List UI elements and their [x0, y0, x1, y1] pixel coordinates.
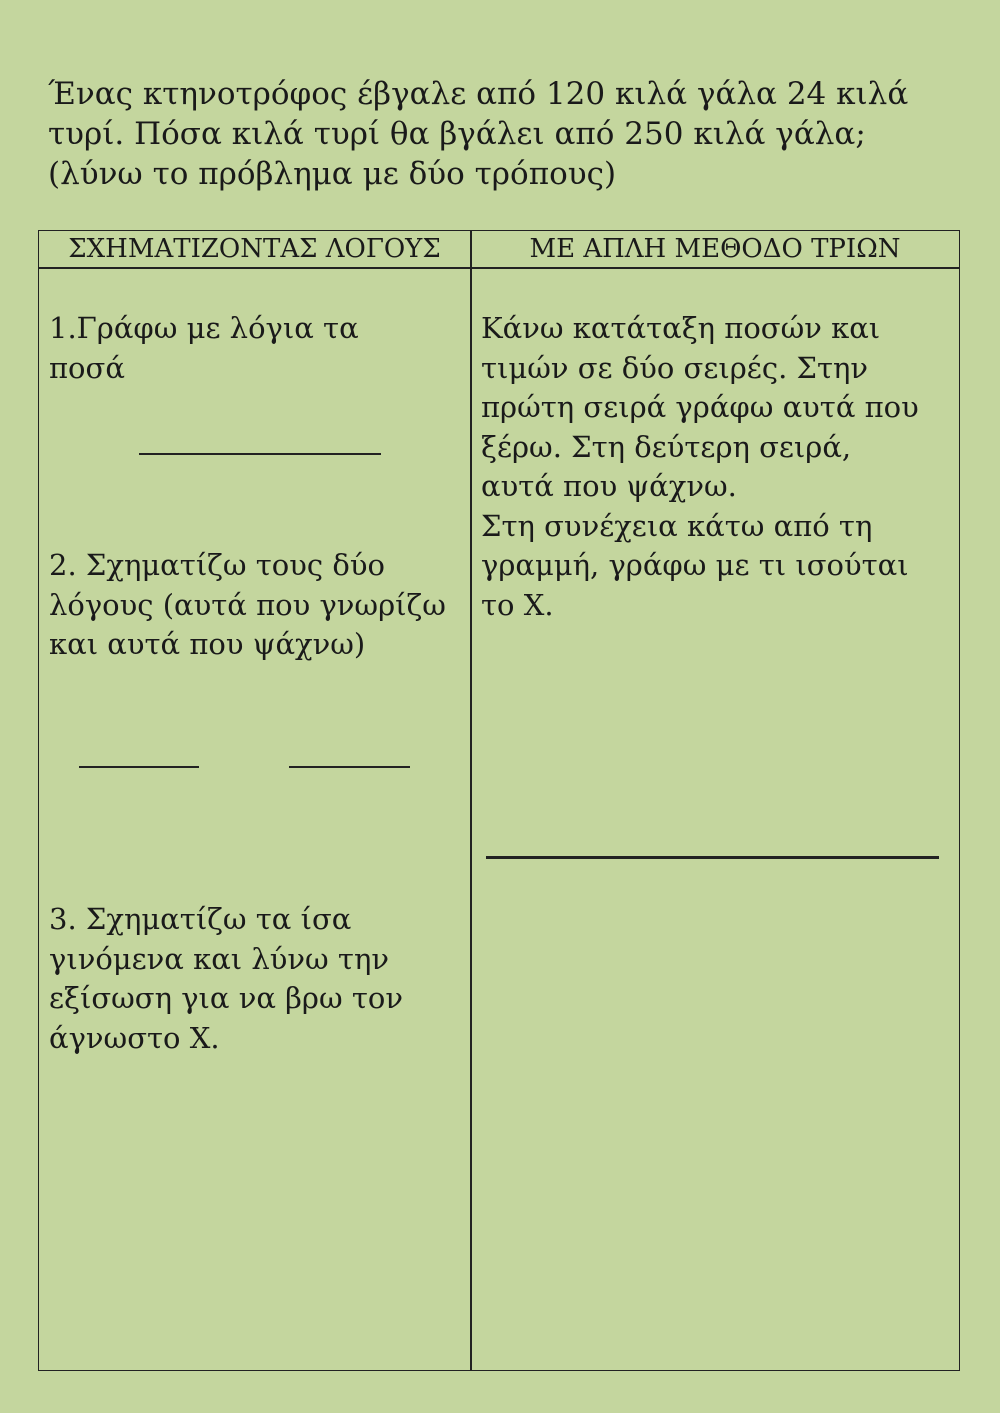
left-column-header: ΣΧΗΜΑΤΙΖΟΝΤΑΣ ΛΟΓΟΥΣ: [68, 234, 441, 264]
problem-line: Ένας κτηνοτρόφος έβγαλε από 120 κιλά γάλα 24 κιλά: [48, 76, 909, 112]
solution-table: [38, 230, 960, 1371]
column-divider: [470, 231, 472, 1370]
step-1-text: [49, 309, 359, 388]
instruction-line: πρώτη σειρά γράφω αυτά που: [481, 390, 919, 424]
step-1-line: 1.Γράφω με λόγια τα: [49, 311, 359, 345]
step-3-line: εξίσωση για να βρω τον: [49, 981, 403, 1015]
ratio-2-line: [289, 766, 410, 768]
problem-statement: [48, 74, 948, 194]
ratio-1-line: [79, 766, 199, 768]
instruction-line: τιμών σε δύο σειρές. Στην: [481, 350, 869, 385]
instruction-line: Κάνω κατάταξη ποσών και: [481, 311, 881, 345]
step-2-line: και αυτά που ψάχνω): [49, 627, 366, 661]
problem-line: τυρί. Πόσα κιλά τυρί θα βγάλει από 250 κιλά γάλα;: [48, 116, 866, 152]
step-3-line: γινόμενα και λύνω την: [49, 941, 389, 976]
step-3-text: [49, 900, 403, 1058]
instruction-line: Στη συνέχεια κάτω από τη: [481, 508, 873, 543]
instruction-line: ξέρω. Στη δεύτερη σειρά,: [481, 429, 852, 464]
header-divider: [39, 267, 959, 269]
rule-of-three-instructions: [481, 309, 919, 625]
step-2-text: [49, 546, 446, 665]
step-3-line: άγνωστο Χ.: [49, 1020, 220, 1055]
step-2-line: λόγους (αυτά που γνωρίζω: [49, 587, 446, 622]
instruction-line: το Χ.: [481, 587, 554, 622]
step-2-line: 2. Σχηματίζω τους δύο: [49, 548, 385, 582]
step-3-line: 3. Σχηματίζω τα ίσα: [49, 902, 352, 936]
instruction-line: γραμμή, γράφω με τι ισούται: [481, 548, 909, 582]
problem-line: (λύνω το πρόβλημα με δύο τρόπους): [48, 156, 617, 192]
step-1-line: ποσά: [49, 350, 125, 385]
instruction-line: αυτά που ψάχνω.: [481, 469, 737, 503]
right-column-header: ΜΕ ΑΠΛΗ ΜΕΘΟΔΟ ΤΡΙΩΝ: [529, 234, 901, 264]
fraction-line: [486, 856, 939, 859]
step-1-answer-line: [139, 453, 381, 455]
